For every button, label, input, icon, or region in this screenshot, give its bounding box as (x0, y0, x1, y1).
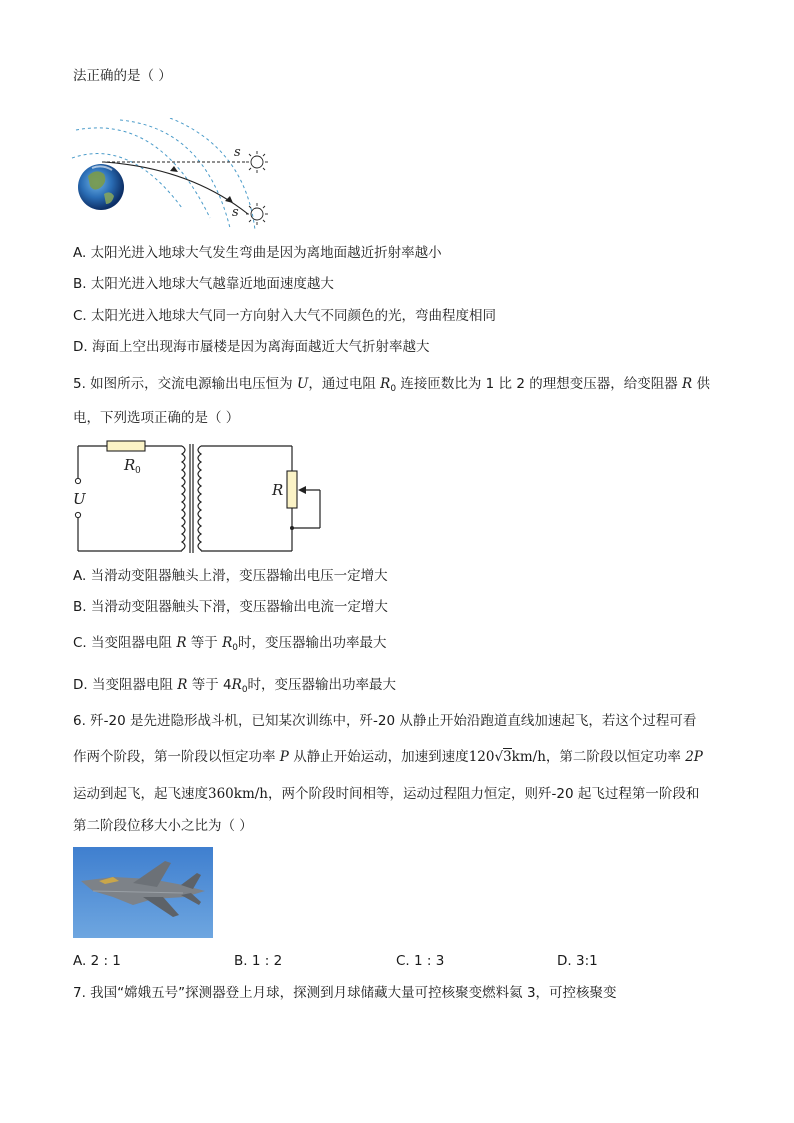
label-s-bottom: s (232, 205, 239, 220)
sun-icon (246, 151, 268, 173)
circuit-label-r0: R (124, 456, 136, 474)
transformer-circuit-figure (72, 438, 332, 558)
q4-option-d: D. 海面上空出现海市蜃楼是因为离海面越近大气折射率越大 (73, 339, 430, 355)
circuit-label-u: U (73, 490, 86, 508)
q4-option-a: A. 太阳光进入地球大气发生弯曲是因为离地面越近折射率越小 (73, 245, 442, 261)
atmosphere-refraction-figure (70, 118, 280, 233)
q5-option-d: D. 当变阻器电阻 R 等于 $4R_0$时，变压器输出功率最大 (73, 677, 397, 695)
q4-stem-tail: 法正确的是（ ） (73, 68, 172, 84)
q4-option-c: C. 太阳光进入地球大气同一方向射入大气不同颜色的光，弯曲程度相同 (73, 308, 497, 324)
label-s-top: s (234, 145, 241, 160)
earth-image (78, 164, 124, 210)
q6-option-a: A. 2 : 1 (73, 953, 121, 969)
circuit-label-r: R (272, 481, 284, 499)
q6-stem-line1: 6. 歼-20 是先进隐形战斗机，已知某次训练中，歼-20 从静止开始沿跑道直线加速起飞，若这个过程可看 (73, 713, 697, 729)
q6-option-b: B. 1 : 2 (234, 953, 283, 969)
resistor-r0 (107, 441, 145, 451)
q4-option-b: B. 太阳光进入地球大气越靠近地面速度越大 (73, 276, 334, 292)
sun-icon (246, 203, 268, 225)
q6-option-d: D. 3:1 (557, 953, 598, 969)
q6-stem-line3: 运动到起飞，起飞速度360km/h，两个阶段时间相等，运动过程阻力恒定，则歼-20 起飞过程第一阶段和 (73, 786, 700, 802)
fighter-jet-image (73, 847, 213, 938)
q6-stem-line2: 作两个阶段，第一阶段以恒定功率 P 从静止开始运动，加速到速度120√3km/h，第二阶段以恒定功率 2P (73, 749, 703, 765)
q5-option-a: A. 当滑动变阻器触头上滑，变压器输出电压一定增大 (73, 568, 388, 584)
q5-option-c: C. 当变阻器电阻 R 等于 $R_0$时，变压器输出功率最大 (73, 635, 387, 653)
q5-stem-line2: 电，下列选项正确的是（ ） (73, 410, 240, 426)
q5-option-b: B. 当滑动变阻器触头下滑，变压器输出电流一定增大 (73, 599, 388, 615)
q5-stem-line1: 5. 如图所示，交流电源输出电压恒为 U，通过电阻 $R_0$ 连接匝数比为 1 比 2 的理想变压器，给变阻器 R 供 (73, 376, 710, 394)
q6-stem-line4: 第二阶段位移大小之比为（ ） (73, 818, 253, 834)
variable-resistor-r (287, 471, 297, 508)
q6-option-c: C. 1 : 3 (396, 953, 445, 969)
circuit-label-r0-sub: 0 (135, 466, 141, 476)
q7-stem-line1: 7. 我国“嫦娥五号”探测器登上月球，探测到月球储藏大量可控核聚变燃料氦 3，可控核聚变 (73, 985, 617, 1001)
